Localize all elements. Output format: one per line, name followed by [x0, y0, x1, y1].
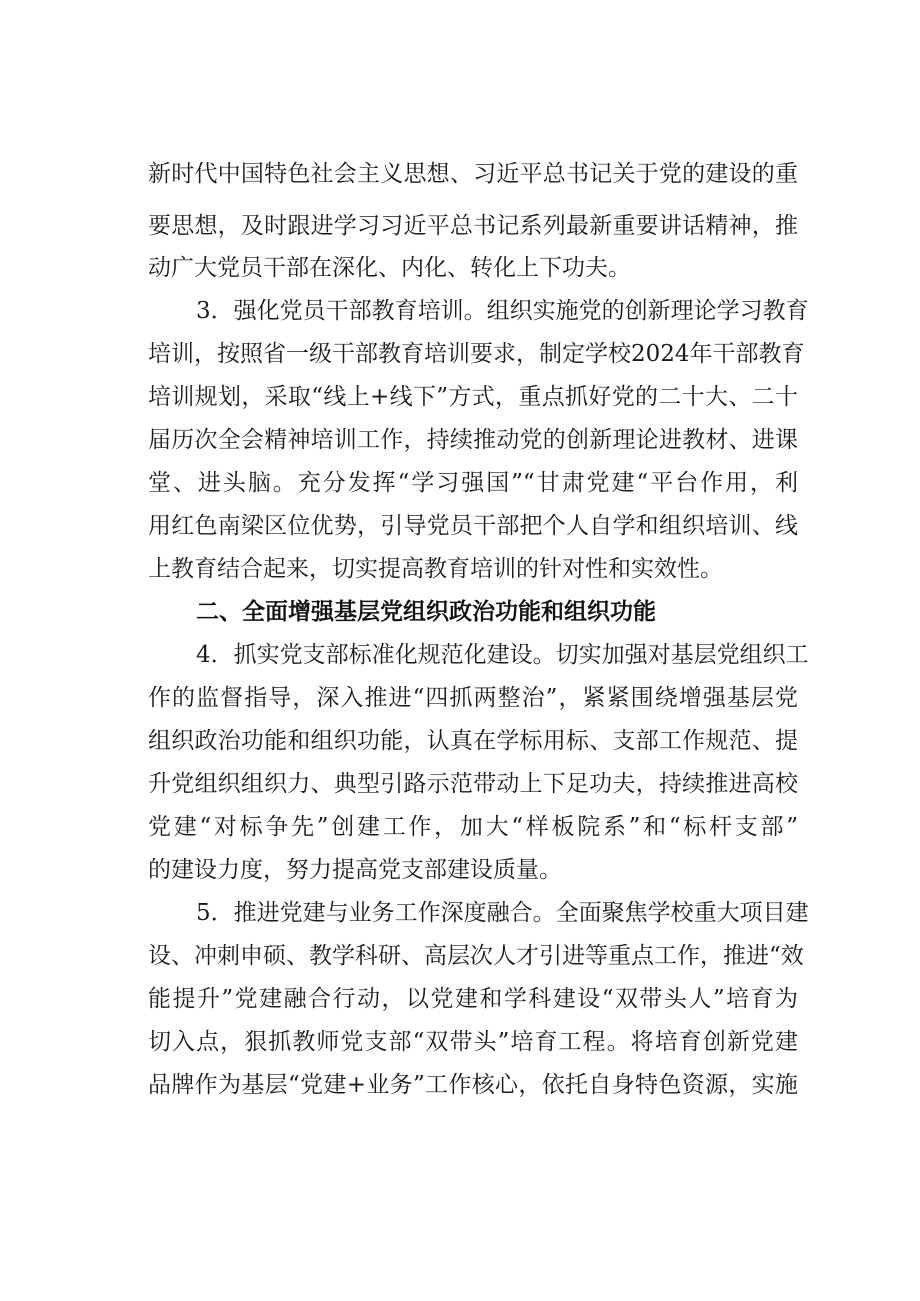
- paragraph-line: 升党组织组织力、典型引路示范带动上下足功夫，持续推进高校: [148, 771, 798, 797]
- paragraph-line: 用红色南梁区位优势，引导党员干部把个人自学和组织培训、线: [148, 513, 798, 539]
- section-heading: 二、全面增强基层党组织政治功能和组织功能: [196, 599, 656, 625]
- paragraph-line: 作的监督指导，深入推进“四抓两整治”，紧紧围绕增强基层党: [148, 685, 798, 711]
- paragraph-line: 届历次全会精神培训工作，持续推动党的创新理论进教材、进课: [148, 427, 798, 453]
- paragraph-line: 4．抓实党支部标准化规范化建设。切实加强对基层党组织工: [196, 642, 809, 668]
- paragraph-line: 新时代中国特色社会主义思想、习近平总书记关于党的建设的重: [148, 161, 798, 187]
- paragraph-line: 培训，按照省一级干部教育培训要求，制定学校2024年干部教育: [148, 341, 805, 367]
- paragraph-line: 的建设力度，努力提高党支部建设质量。: [148, 857, 562, 883]
- paragraph-line: 动广大党员干部在深化、内化、转化上下功夫。: [148, 255, 631, 281]
- paragraph-line: 设、冲刺申硕、教学科研、高层次人才引进等重点工作，推进“效: [148, 943, 804, 969]
- paragraph-line: 能提升”党建融合行动，以党建和学科建设“双带头人”培育为: [148, 986, 798, 1012]
- paragraph-line: 切入点，狠抓教师党支部“双带头”培育工程。将培育创新党建: [148, 1029, 798, 1055]
- paragraph-line: 5．推进党建与业务工作深度融合。全面聚焦学校重大项目建: [196, 900, 809, 926]
- paragraph-line: 培训规划，采取“线上+线下”方式，重点抓好党的二十大、二十: [148, 384, 798, 410]
- paragraph-line: 堂、进头脑。充分发挥“学习强国”“甘肃党建“平台作用，利: [148, 470, 798, 496]
- paragraph-line: 3．强化党员干部教育培训。组织实施党的创新理论学习教育: [196, 298, 809, 324]
- paragraph-line: 要思想，及时跟进学习习近平总书记系列最新重要讲话精神，推: [148, 213, 798, 239]
- paragraph-line: 党建“对标争先”创建工作，加大“样板院系”和“标杆支部”: [148, 814, 798, 840]
- paragraph-line: 品牌作为基层“党建+业务”工作核心，依托自身特色资源，实施: [148, 1072, 798, 1098]
- paragraph-line: 组织政治功能和组织功能，认真在学标用标、支部工作规范、提: [148, 728, 798, 754]
- paragraph-line: 上教育结合起来，切实提高教育培训的针对性和实效性。: [148, 556, 723, 582]
